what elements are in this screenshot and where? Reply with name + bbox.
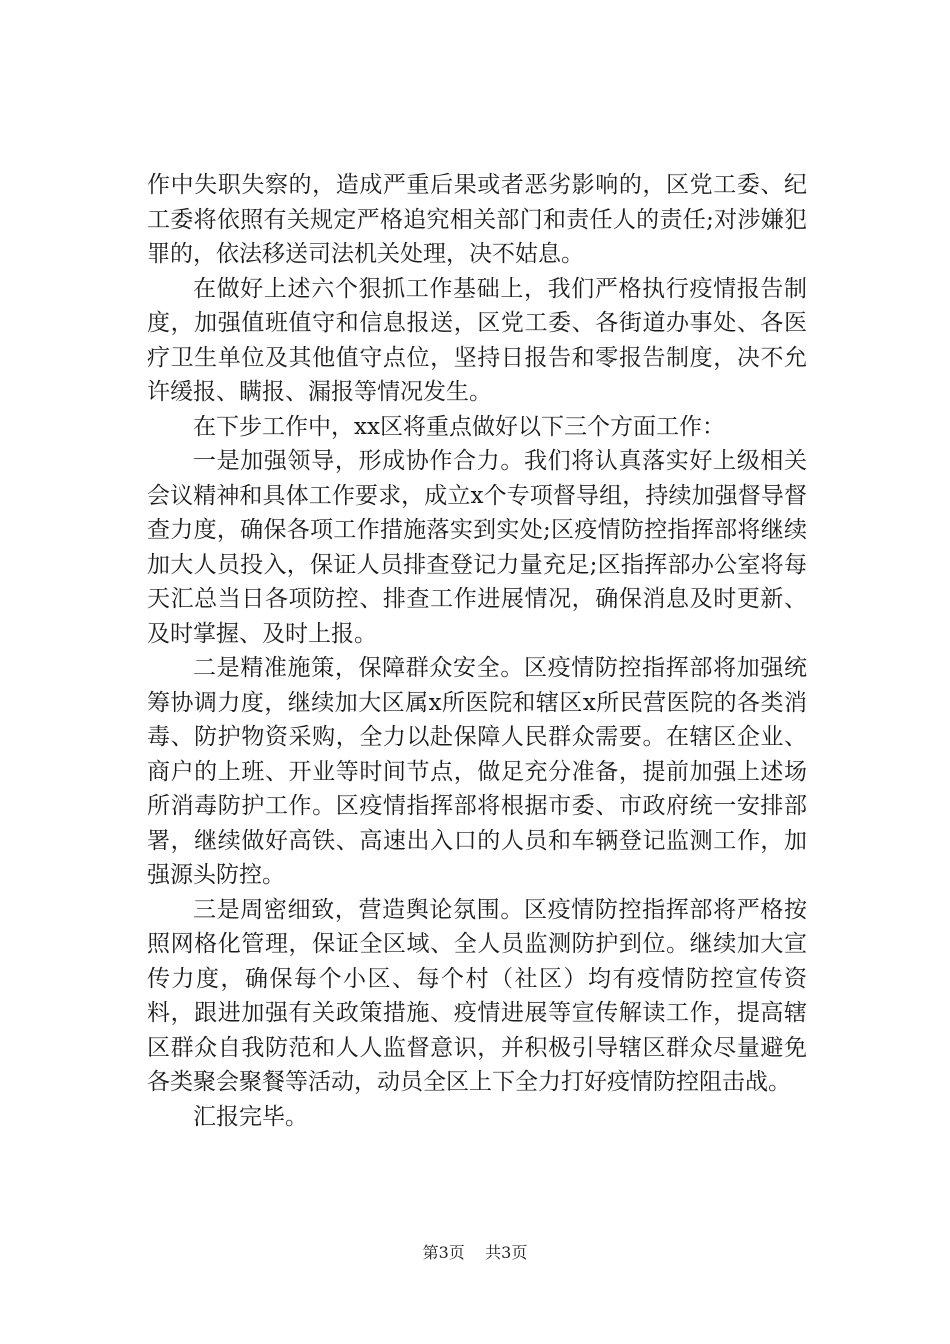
paragraph-4: 一是加强领导，形成协作合力。我们将认真落实好上级相关会议精神和具体工作要求，成立x个专项督导组，持续加强督导督查力度，确保各项工作措施落实到实处;区疫情防控指挥部将继续加大人员投入，保证人员排查登记力量充足;区指挥部办公室将每天汇总当日各项防控、排查工作进展情况，确保消息及时更新、及时掌握、及时上报。 xyxy=(147,448,807,647)
paragraph-2: 在做好上述六个狠抓工作基础上，我们严格执行疫情报告制度，加强值班值守和信息报送，区党工委、各街道办事处、各医疗卫生单位及其他值守点位，坚持日报告和零报告制度，决不允许缓报、瞒报、漏报等情况发生。 xyxy=(147,275,807,405)
page-total: 共3页 xyxy=(485,1243,528,1262)
document-body xyxy=(147,168,807,1134)
paragraph-6: 三是周密细致，营造舆论氛围。区疫情防控指挥部将严格按照网格化管理，保证全区域、全人员监测防护到位。继续加大宣传力度，确保每个小区、每个村（社区）均有疫情防控宣传资料，跟进加强有关政策措施、疫情进展等宣传解读工作，提高辖区群众自我防范和人人监督意识，并积极引导辖区群众尽量避免各类聚会聚餐等活动，动员全区上下全力打好疫情防控阻击战。 xyxy=(147,896,807,1095)
page-number: 第3页 xyxy=(422,1243,465,1262)
paragraph-3: 在下步工作中，xx区将重点做好以下三个方面工作： xyxy=(193,413,725,440)
paragraph-1: 作中失职失察的，造成严重后果或者恶劣影响的，区党工委、纪工委将依照有关规定严格追究相关部门和责任人的责任;对涉嫌犯罪的，依法移送司法机关处理，决不姑息。 xyxy=(147,172,807,267)
paragraph-5: 二是精准施策，保障群众安全。区疫情防控指挥部将加强统筹协调力度，继续加大区属x所医院和辖区x所民营医院的各类消毒、防护物资采购，全力以赴保障人民群众需要。在辖区企业、商户的上班、开业等时间节点，做足充分准备，提前加强上述场所消毒防护工作。区疫情指挥部将根据市委、市政府统一安排部署，继续做好高铁、高速出入口的人员和车辆登记监测工作，加强源头防控。 xyxy=(147,655,807,888)
page-footer xyxy=(0,1243,950,1263)
paragraph-7: 汇报完毕。 xyxy=(193,1103,308,1130)
